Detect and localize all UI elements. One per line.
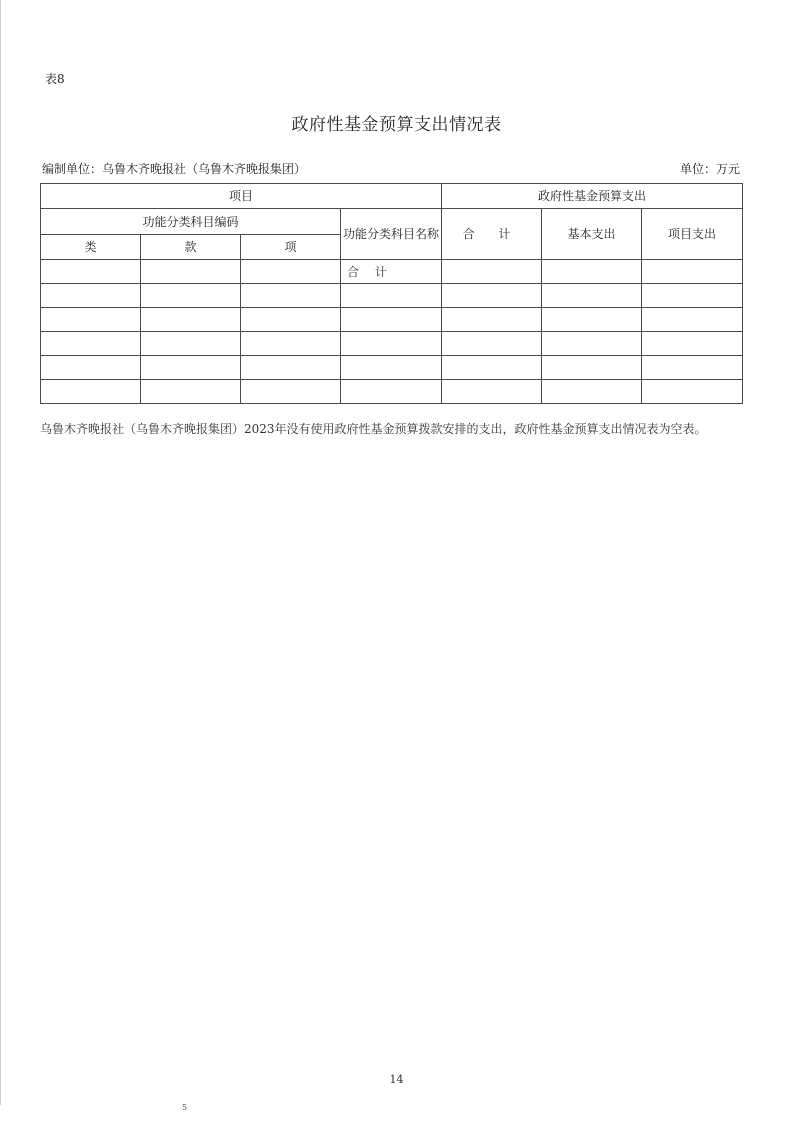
table-row (41, 284, 743, 308)
budget-table (40, 183, 743, 404)
corner-mark: 5 (182, 1103, 188, 1112)
header-item: 项 (241, 235, 341, 260)
table-row (41, 332, 743, 356)
total-cell-item (241, 260, 341, 284)
header-project: 项目 (41, 184, 442, 209)
currency-unit-text: 单位：万元 (679, 162, 740, 176)
page-title: 政府性基金预算支出情况表 (291, 115, 502, 135)
header-section: 款 (141, 235, 241, 260)
header-row-2 (41, 209, 743, 235)
header-basic-expenditure: 基本支出 (542, 209, 642, 260)
page-edge (0, 0, 1, 1105)
header-fund-expenditure: 政府性基金预算支出 (442, 184, 743, 209)
header-total: 合 计 (442, 209, 542, 260)
total-cell-section (141, 260, 241, 284)
total-cell-sum (442, 260, 542, 284)
header-project-expenditure: 项目支出 (642, 209, 743, 260)
empty-table-note: 乌鲁木齐晚报社（乌鲁木齐晚报集团）2023年没有使用政府性基金预算拨款安排的支出，政府性基金预算支出情况表为空表。 (40, 422, 707, 436)
compiling-unit-text: 编制单位：乌鲁木齐晚报社（乌鲁木齐晚报集团） (42, 162, 307, 176)
total-row (41, 260, 743, 284)
page-number: 14 (389, 1073, 404, 1086)
header-function-code: 功能分类科目编码 (41, 209, 341, 235)
header-row-1 (41, 184, 743, 209)
header-function-name: 功能分类科目名称 (341, 209, 442, 260)
table-row (41, 308, 743, 332)
total-cell-project (642, 260, 743, 284)
table-row (41, 380, 743, 404)
total-cell-basic (542, 260, 642, 284)
total-cell-class (41, 260, 141, 284)
header-class: 类 (41, 235, 141, 260)
total-row-label: 合 计 (341, 260, 442, 284)
table-row (41, 356, 743, 380)
table-number-label: 表8 (45, 72, 65, 86)
